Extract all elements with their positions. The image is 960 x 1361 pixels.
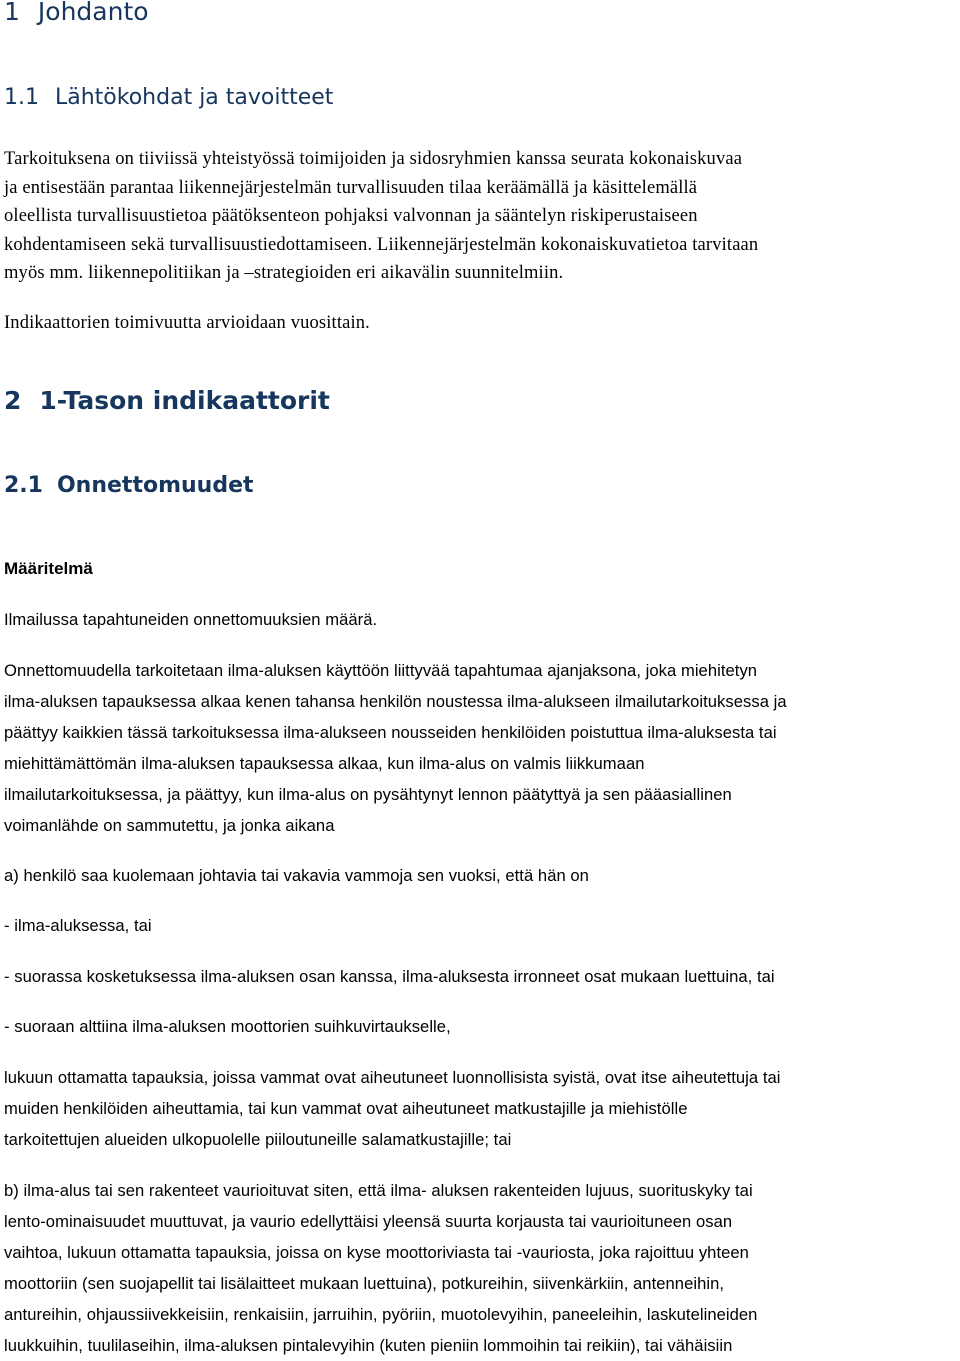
- paragraph-line: voimanlähde on sammutettu, ja jonka aikana: [4, 816, 335, 835]
- heading-section-2-1: [4, 472, 254, 500]
- paragraph-line: oleellista turvallisuustietoa päätöksenteon pohjaksi valvonnan ja sääntelyn riskiperustaiseen: [4, 206, 698, 226]
- list-item-a: a) henkilö saa kuolemaan johtavia tai vakavia vammoja sen vuoksi, että hän on: [4, 866, 589, 885]
- paragraph-line: Onnettomuudella tarkoitetaan ilma-aluksen käyttöön liittyvää tapahtumaa ajanjaksona, joka miehitetyn: [4, 661, 758, 680]
- dash-item: - ilma-aluksessa, tai: [4, 916, 152, 935]
- indicator-note: Indikaattorien toimivuutta arvioidaan vuosittain.: [4, 313, 370, 333]
- paragraph-line: moottoriin (sen suojapellit tai lisälaitteet mukaan luettuina), potkureihin, siivenkärkiin, antenneihin,: [4, 1274, 725, 1293]
- paragraph-line: muiden henkilöiden aiheuttamia, tai kun vammat ovat aiheutuneet matkustajille ja miehistölle: [4, 1099, 688, 1118]
- heading-number: 2: [4, 386, 22, 415]
- definition-summary: Ilmailussa tapahtuneiden onnettomuuksien määrä.: [4, 610, 378, 629]
- paragraph-line: b) ilma-alus tai sen rakenteet vaurioituvat siten, että ilma- aluksen rakenteiden lujuus, suorituskyky tai: [4, 1181, 753, 1200]
- heading-number: 1: [4, 0, 20, 26]
- heading-number: 1.1: [4, 85, 39, 110]
- definition-body: [4, 655, 787, 841]
- heading-section-1: [4, 0, 149, 27]
- dash-item: - suorassa kosketuksessa ilma-aluksen osan kanssa, ilma-aluksesta irronneet osat mukaan luettuina, tai: [4, 967, 775, 986]
- paragraph-line: kohdentamiseen sekä turvallisuustiedottamiseen. Liikennejärjestelmän kokonaiskuvatietoa tarvitaan: [4, 234, 759, 255]
- paragraph-line: miehittämättömän ilma-aluksen tapauksessa alkaa, kun ilma-alus on valmis liikkumaan: [4, 754, 645, 773]
- heading-section-2: [4, 386, 330, 416]
- intro-paragraph: [4, 145, 758, 288]
- paragraph-line: lento-ominaisuudet muuttuvat, ja vaurio edellyttäisi yleensä suurta korjausta tai vaurioituneen osan: [4, 1212, 733, 1231]
- heading-section-1-1: [4, 84, 333, 112]
- dash-item: - suoraan alttiina ilma-aluksen moottorien suihkuvirtaukselle,: [4, 1017, 451, 1036]
- heading-title: Lähtökohdat ja tavoitteet: [55, 85, 334, 110]
- paragraph-line: lukuun ottamatta tapauksia, joissa vammat ovat aiheutuneet luonnollisista syistä, ovat itse aiheutettuja tai: [4, 1068, 781, 1087]
- paragraph-line: ilmailutarkoituksessa, ja päättyy, kun ilma-alus on pysähtynyt lennon päätyttyä ja sen pääasiallinen: [4, 785, 732, 804]
- paragraph-line: antureihin, ohjaussiivekkeisiin, renkaisiin, jarruihin, pyöriin, muotolevyihin, paneeleihin, laskutelineiden: [4, 1305, 758, 1324]
- paragraph-line: luukkuihin, tuulilaseihin, ilma-aluksen pintalevyihin (kuten pieniin lommoihin tai reikiin), tai vähäisiin: [4, 1336, 733, 1355]
- list-item-b: [4, 1175, 757, 1361]
- paragraph-line: vaihtoa, lukuun ottamatta tapauksia, joissa on kyse moottoriviasta tai -vauriosta, joka rajoittuu yhteen: [4, 1243, 749, 1262]
- paragraph-line: ja entisestään parantaa liikennejärjestelmän turvallisuuden tilaa keräämällä ja käsittelemällä: [4, 177, 698, 198]
- paragraph-line: tarkoitettujen alueiden ulkopuolelle piiloutuneille salamatkustajille; tai: [4, 1130, 512, 1149]
- heading-title: Onnettomuudet: [56, 473, 254, 498]
- heading-title: Johdanto: [37, 0, 149, 26]
- definition-label: Määritelmä: [4, 559, 93, 578]
- paragraph-line: Tarkoituksena on tiiviissä yhteistyössä toimijoiden ja sidosryhmien kanssa seurata kokonaiskuvaa: [4, 149, 743, 169]
- paragraph-line: ilma-aluksen tapauksessa alkaa kenen tahansa henkilön noustessa ilma-alukseen ilmailutarkoituksessa ja: [4, 692, 787, 711]
- heading-title: 1-Tason indikaattorit: [39, 386, 330, 415]
- paragraph-line: myös mm. liikennepolitiikan ja –strategioiden eri aikavälin suunnitelmiin.: [4, 263, 564, 283]
- heading-number: 2.1: [4, 473, 43, 498]
- paragraph-line: päättyy kaikkien tässä tarkoituksessa ilma-alukseen nousseiden henkilöiden poistuttua ilma-aluksesta tai: [4, 723, 777, 742]
- exclusion-paragraph: [4, 1062, 781, 1155]
